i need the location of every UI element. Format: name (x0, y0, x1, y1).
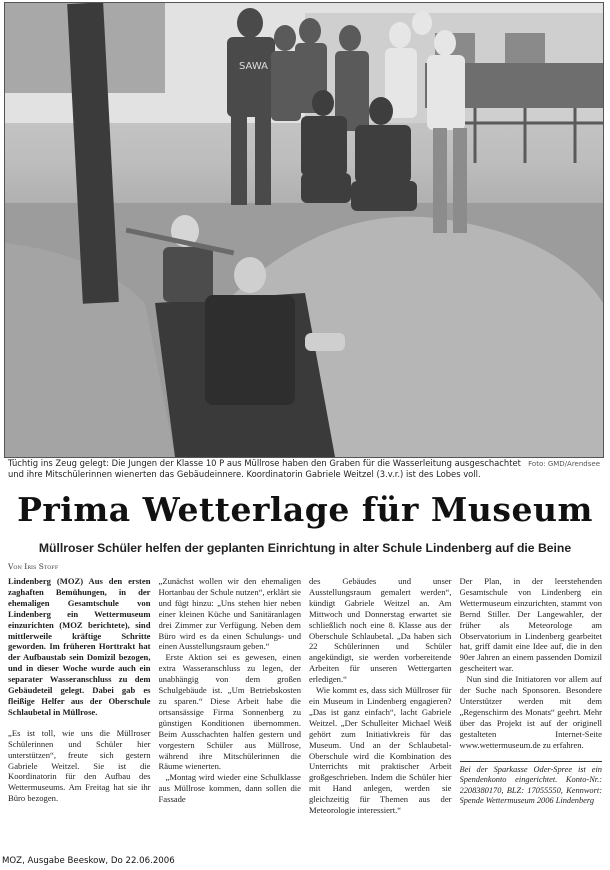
caption-text: Tüchtig ins Zeug gelegt: Die Jungen der Klasse 10 P aus Müllrose haben den Graben für die Wasserleitung ausgeschachtet und ihre Mitschülerinnen wienerten das Gebäudeinnere. Koordinatorin Gabriele Weitzel (3.v.r.) ist des Lobes voll. (8, 458, 521, 479)
article-paragraph: Nun sind die Initiatoren vor allem auf der Suche nach Sponsoren. Besondere Unterstützer werden mit dem „Regenschirm des Monats“ geehrt. Mehr über das Projekt ist auf der originell gestalteten Internet-Seite www.wettermuseum.de zu erfahren. (459, 674, 602, 750)
article-column-3 (309, 576, 452, 858)
source-line: MOZ, Ausgabe Beeskow, Do 22.06.2006 (2, 856, 175, 866)
article-paragraph: „Montag wird wieder eine Schulklasse aus Müllrose kommen, dann sollen die Fassade (158, 772, 301, 805)
subheadline: Müllroser Schüler helfen der geplanten Einrichtung in alter Schule Lindenberg auf die Beine (38, 541, 572, 555)
byline: Von Iris Stoff (8, 562, 59, 571)
article-column-2 (159, 576, 302, 858)
article-column-4 (460, 576, 603, 858)
shirt-text: SAWA (239, 61, 269, 72)
headline: Prima Wetterlage für Museum (17, 490, 593, 529)
photo-caption (8, 458, 600, 480)
article-paragraph: Wie kommt es, dass sich Müllroser für ein Museum in Lindenberg engagieren? „Das ist ganz einfach“, lacht Gabriele Weitzel. „Der Schulleiter Michael Weiß gehört zum Initiativkreis für das Museum. Und an der Schlaubetal-Oberschule wird die Kombination des Unterrichts mit praktischer Arbeit großgeschrieben. Indem die Schüler hier mit Hand anlegen, werden sie gleichzeitig für Themen aus der Meteorologie interessiert.“ (309, 685, 452, 816)
article-column-1 (8, 576, 151, 858)
photo-credit: Foto: GMD/Arendsee (528, 460, 600, 468)
news-photo (4, 2, 604, 458)
sponsor-box (460, 761, 603, 807)
sponsor-text: Bei der Sparkasse Oder-Spree ist ein Spendenkonto eingerichtet. Konto-Nr.: 2208380170, BLZ: 17055550, Kennwort: Spende Wettermuseum 2006 Lindenberg (459, 764, 602, 806)
article-paragraph: des Gebäudes und unser Ausstellungsraum gemalert werden“, kündigt Gabriele Weitzel an. Am Mittwoch und Donnerstag erwartet sie schließlich noch eine 8. Klasse aus der Oberschule Schlaubetal. „Da haben sich 22 Schülerinnen und Schüler angekündigt, sie werden vorbereitende Arbeiten für unseren Wettergarten erledigen.“ (309, 576, 452, 685)
photo-illustration (5, 3, 603, 457)
article-paragraph: Der Plan, in der leerstehenden Gesamtschule von Lindenberg ein Wettermuseum einzurichten, stammt von Bernd Stiller. Der Langewahler, der früher als Meteorologe am Observatorium in Lindenberg gearbeitet hat, griff damit eine Idee auf, die in den 90er Jahren an einem passenden Domizil gescheitert war. (459, 576, 602, 674)
article-paragraph: Erste Aktion sei es gewesen, einen extra Wasseranschluss zu legen, der unabhängig von dem großen Schulgebäude ist. „Um Betriebskosten zu sparen.“ Diese Arbeit habe die ortsansässige Firma Sonnenberg zu günstigen Konditionen übernommen. Beim Ausschachten halfen gestern und vorgestern Schüler aus Müllrose, während ihre Mitschülerinnen die Räume wienerten. (158, 652, 301, 772)
article-lead: Lindenberg (MOZ) Aus den ersten zaghaften Bemühungen, in der ehemaligen Gesamtschule von Lindenberg ein Wettermuseum einzurichten (MOZ berichtete), sind mittlerweile kräftige Schritte geworden. Im früheren Horttrakt hat der Aufbaustab sein Domizil bezogen, und in dieser Woche wurde auch ein separater Wasseranschluss zu dem Gebäudeteil gelegt. Dabei gab es fleißige Helfer aus der Oberschule Schlaubetal in Müllrose. (8, 576, 151, 717)
article-paragraph: „Es ist toll, wie uns die Müllroser Schülerinnen und Schüler hier unterstützen“, freute sich gestern Gabriele Weitzel. Sie ist die Koordinatorin für den Aufbau des Wettermuseums. Am Freitag hat sie ihr Büro bezogen. (8, 727, 151, 804)
article-paragraph: „Zunächst wollen wir den ehemaligen Hortanbau der Schule nutzen“, erklärt sie und fügt hinzu: „Uns stehen hier neben einer kleinen Küche und Sanitäranlagen drei Zimmer zur Verfügung. Neben dem Büro wird es da einen Schulungs- und einen Ausstellungsraum geben.“ (158, 576, 301, 652)
article-columns (8, 576, 602, 858)
